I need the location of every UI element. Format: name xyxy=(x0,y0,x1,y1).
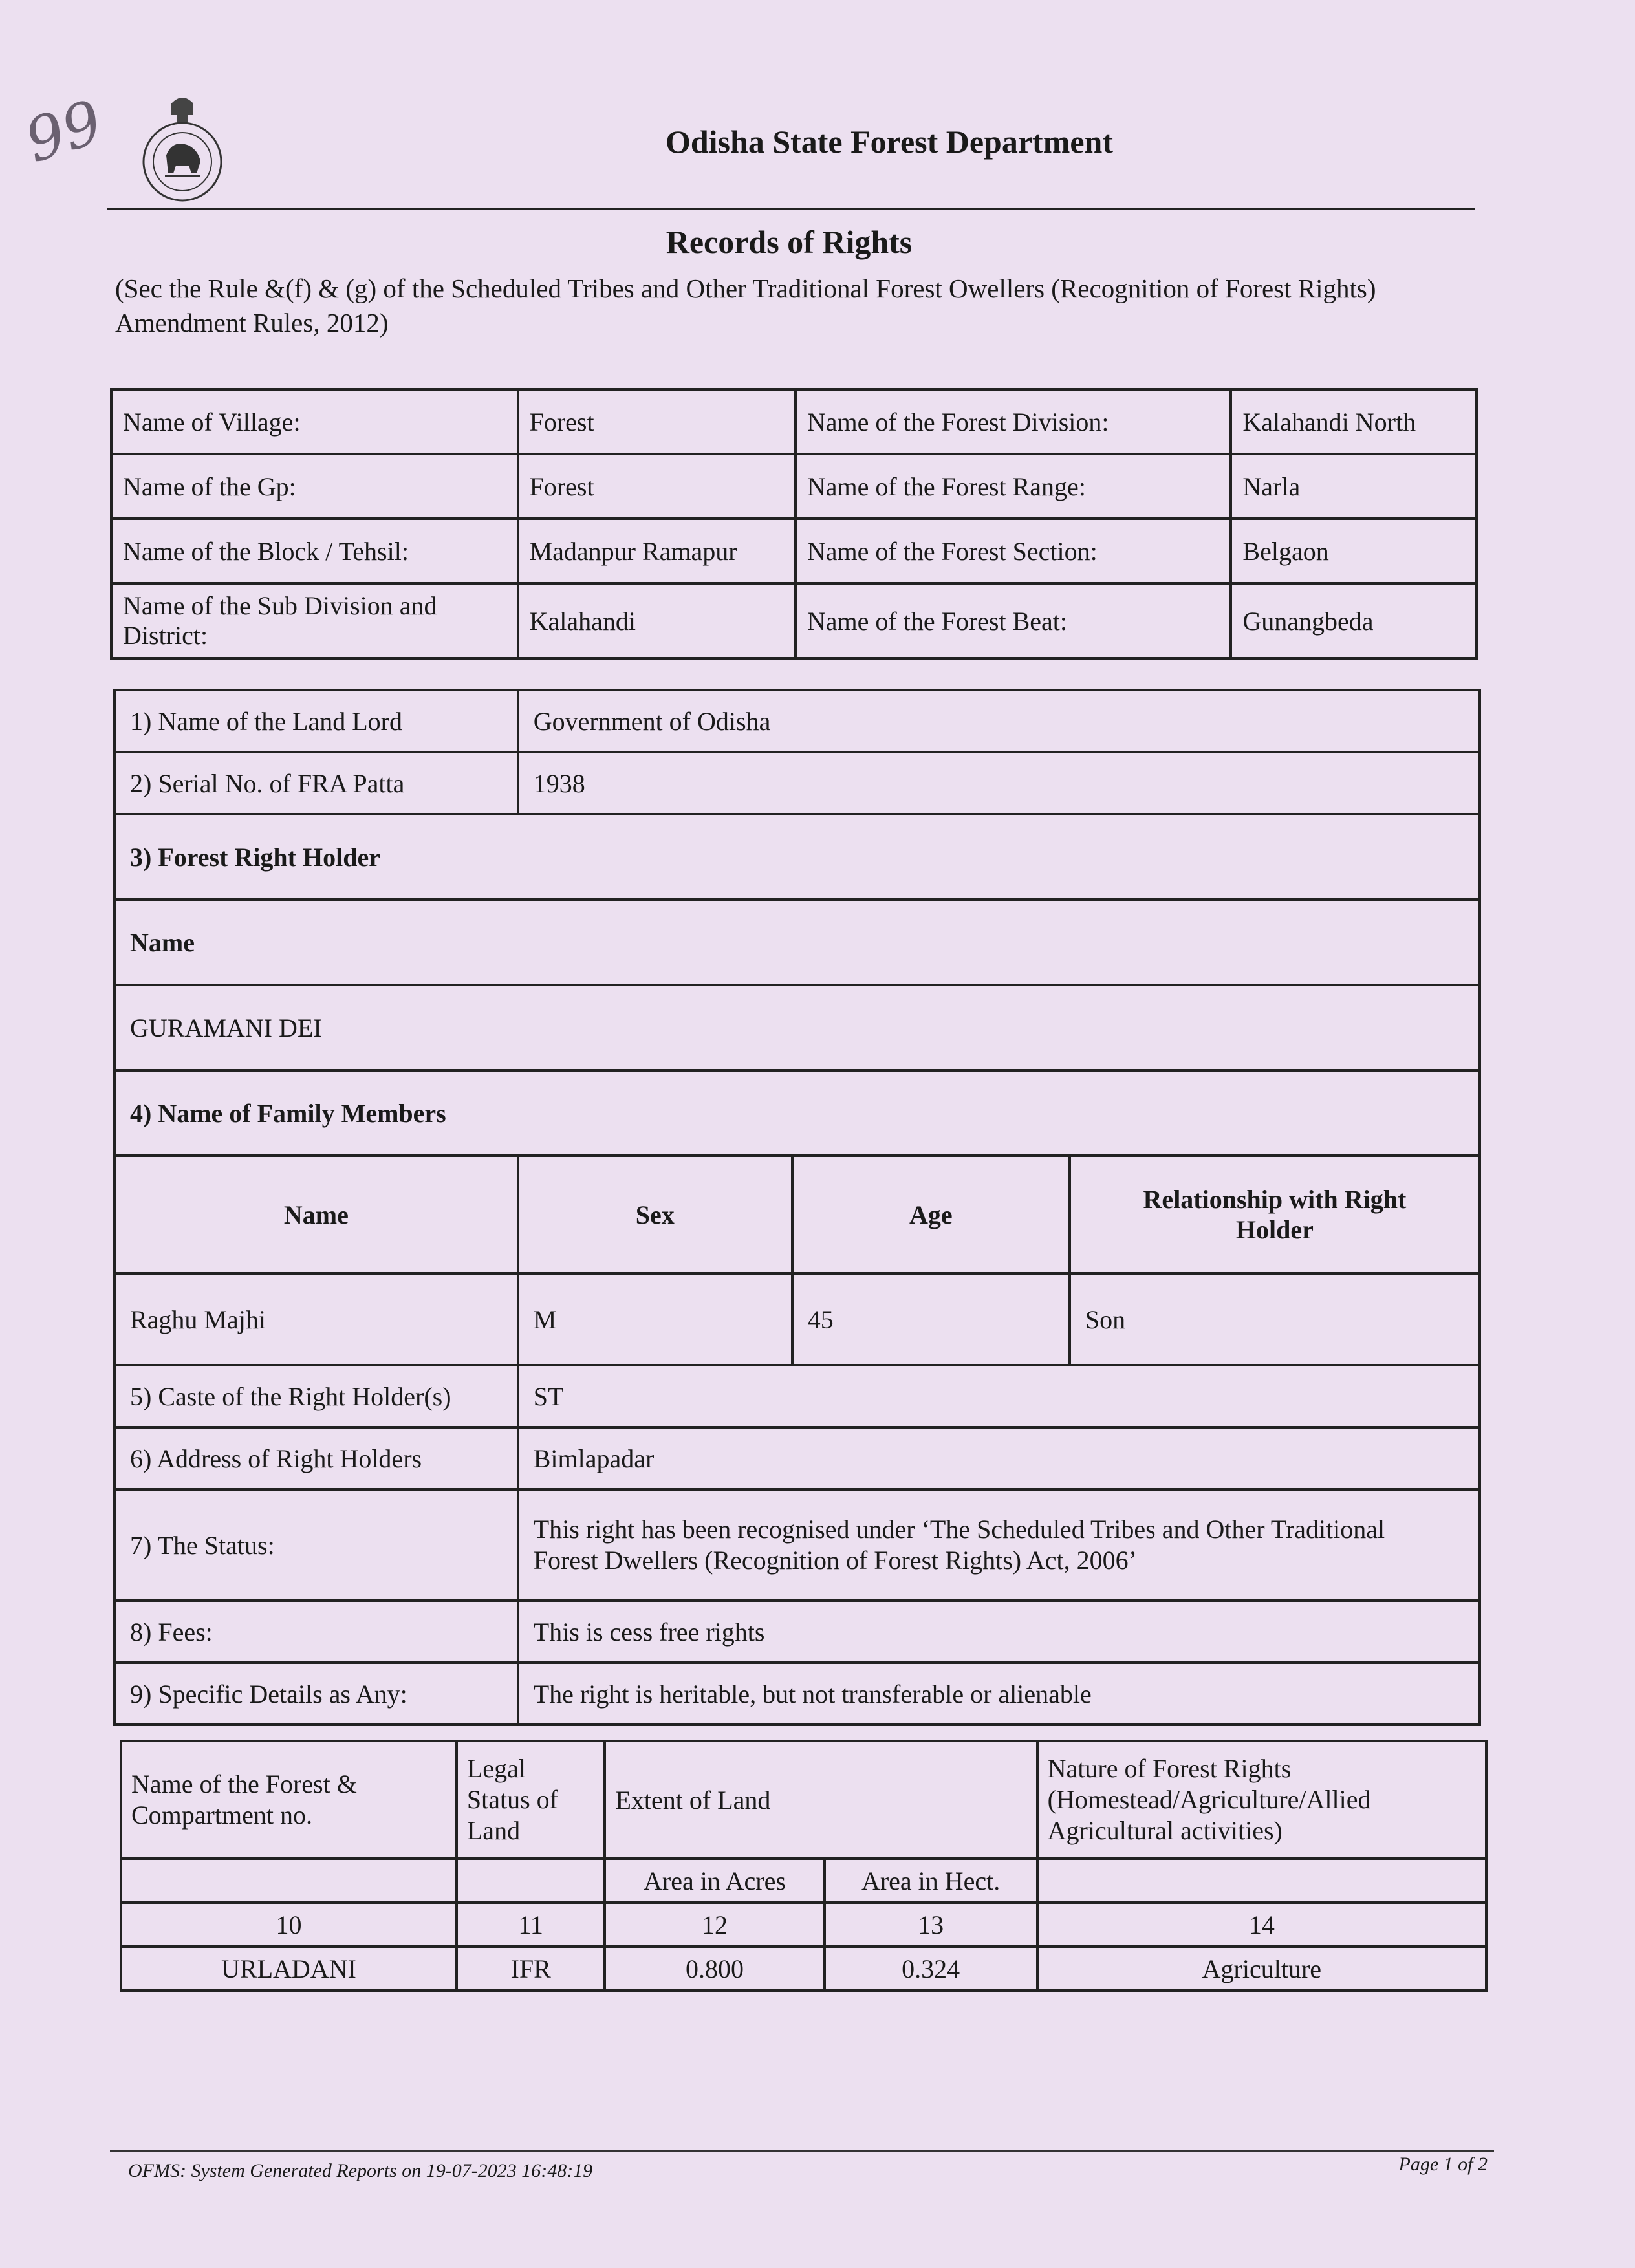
table-row xyxy=(111,583,1477,658)
caste-value: ST xyxy=(518,1365,1480,1427)
location-table xyxy=(110,388,1478,660)
land-header-row xyxy=(121,1741,1486,1859)
table-row xyxy=(114,900,1480,985)
col-extent: Extent of Land xyxy=(605,1741,1037,1859)
table-row xyxy=(114,1070,1480,1156)
table-row xyxy=(111,519,1477,583)
table-row xyxy=(114,1365,1480,1427)
table-row xyxy=(114,985,1480,1070)
col-hect: Area in Hect. xyxy=(825,1859,1037,1903)
page-title: Records of Rights xyxy=(666,224,913,260)
col-number: 12 xyxy=(605,1903,824,1947)
subdivision-value: Kalahandi xyxy=(518,583,796,658)
family-col-age: Age xyxy=(792,1156,1070,1273)
table-row xyxy=(114,1663,1480,1725)
section-value: Belgaon xyxy=(1231,519,1477,583)
col-forest: Name of the Forest & Compartment no. xyxy=(121,1741,457,1859)
member-age: 45 xyxy=(792,1273,1070,1365)
block-label: Name of the Block / Tehsil: xyxy=(111,519,518,583)
status-label: 7) The Status: xyxy=(114,1489,518,1601)
table-row xyxy=(121,1947,1486,1991)
empty-cell xyxy=(457,1859,605,1903)
col-nature: Nature of Forest Rights (Homestead/Agriculture/Allied Agricultural activities) xyxy=(1037,1741,1486,1859)
family-col-sex: Sex xyxy=(518,1156,792,1273)
col-acres: Area in Acres xyxy=(605,1859,824,1903)
division-label: Name of the Forest Division: xyxy=(796,389,1231,454)
range-value: Narla xyxy=(1231,454,1477,519)
member-relationship: Son xyxy=(1070,1273,1480,1365)
beat-label: Name of the Forest Beat: xyxy=(796,583,1231,658)
col-number: 11 xyxy=(457,1903,605,1947)
landlord-label: 1) Name of the Land Lord xyxy=(114,690,518,752)
land-table xyxy=(120,1740,1488,1992)
col-number: 10 xyxy=(121,1903,457,1947)
table-row xyxy=(114,752,1480,814)
caste-label: 5) Caste of the Right Holder(s) xyxy=(114,1365,518,1427)
table-row xyxy=(114,814,1480,900)
table-row xyxy=(111,454,1477,519)
table-row xyxy=(114,1427,1480,1489)
col-legal: Legal Status of Land xyxy=(457,1741,605,1859)
generated-note: OFMS: System Generated Reports on 19-07-2023 16:48:19 xyxy=(128,2160,593,2181)
land-subheader-row xyxy=(121,1859,1486,1903)
table-row xyxy=(114,1273,1480,1365)
handwritten-note: 99 xyxy=(17,87,111,177)
status-value xyxy=(518,1489,1480,1601)
holder-name-heading: Name xyxy=(114,900,1480,985)
col-number: 13 xyxy=(825,1903,1037,1947)
legal-status: IFR xyxy=(457,1947,605,1991)
landlord-value: Government of Odisha xyxy=(518,690,1480,752)
area-acres: 0.800 xyxy=(605,1947,824,1991)
family-col-relationship: Relationship with Right Holder xyxy=(1070,1156,1480,1273)
col-number: 14 xyxy=(1037,1903,1486,1947)
holder-name: GURAMANI DEI xyxy=(114,985,1480,1070)
empty-cell xyxy=(121,1859,457,1903)
status-line-1: This right has been recognised under ‘The Scheduled Tribes and Other Traditional xyxy=(533,1515,1385,1544)
family-heading: 4) Name of Family Members xyxy=(114,1070,1480,1156)
table-row xyxy=(114,690,1480,752)
serial-value: 1938 xyxy=(518,752,1480,814)
gp-label: Name of the Gp: xyxy=(111,454,518,519)
serial-label: 2) Serial No. of FRA Patta xyxy=(114,752,518,814)
details-label: 9) Specific Details as Any: xyxy=(114,1663,518,1725)
division-value: Kalahandi North xyxy=(1231,389,1477,454)
member-name: Raghu Majhi xyxy=(114,1273,518,1365)
details-value: The right is heritable, but not transferable or alienable xyxy=(518,1663,1480,1725)
fees-value: This is cess free rights xyxy=(518,1601,1480,1663)
table-row xyxy=(111,389,1477,454)
empty-cell xyxy=(1037,1859,1486,1903)
rule-reference: (Sec the Rule &(f) & (g) of the Scheduled Tribes and Other Traditional Forest Owellers (Recognition of Forest Rights) Amendment Rules, 2012) xyxy=(115,274,1376,338)
holder-heading: 3) Forest Right Holder xyxy=(114,814,1480,900)
header-divider xyxy=(107,208,1475,210)
area-hect: 0.324 xyxy=(825,1947,1037,1991)
subdivision-label: Name of the Sub Division and District: xyxy=(111,583,518,658)
village-label: Name of Village: xyxy=(111,389,518,454)
address-label: 6) Address of Right Holders xyxy=(114,1427,518,1489)
beat-value: Gunangbeda xyxy=(1231,583,1477,658)
department-name: Odisha State Forest Department xyxy=(665,124,1114,160)
gp-value: Forest xyxy=(518,454,796,519)
section-label: Name of the Forest Section: xyxy=(796,519,1231,583)
forest-name: URLADANI xyxy=(121,1947,457,1991)
nature-of-rights: Agriculture xyxy=(1037,1947,1486,1991)
land-number-row xyxy=(121,1903,1486,1947)
block-value: Madanpur Ramapur xyxy=(518,519,796,583)
member-sex: M xyxy=(518,1273,792,1365)
family-header-row xyxy=(114,1156,1480,1273)
odisha-emblem-icon xyxy=(139,91,226,213)
status-line-2: Forest Dwellers (Recognition of Forest Rights) Act, 2006’ xyxy=(533,1546,1137,1575)
page-number: Page 1 of 2 xyxy=(1398,2154,1488,2175)
family-col-name: Name xyxy=(114,1156,518,1273)
table-row xyxy=(114,1601,1480,1663)
footer-divider xyxy=(110,2150,1494,2152)
village-value: Forest xyxy=(518,389,796,454)
address-value: Bimlapadar xyxy=(518,1427,1480,1489)
rights-table xyxy=(113,689,1481,1726)
fees-label: 8) Fees: xyxy=(114,1601,518,1663)
table-row xyxy=(114,1489,1480,1601)
range-label: Name of the Forest Range: xyxy=(796,454,1231,519)
